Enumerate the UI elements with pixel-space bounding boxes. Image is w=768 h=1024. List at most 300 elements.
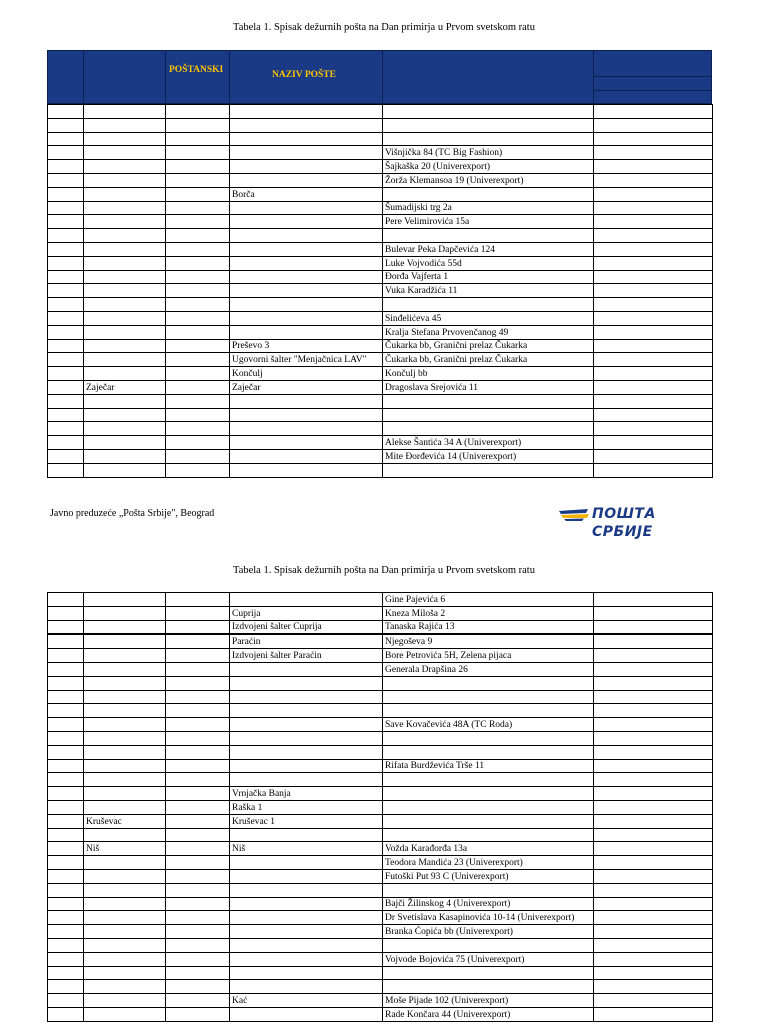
table-cell [166,690,230,704]
table-cell [84,731,166,745]
table-cell [48,187,84,201]
table-cell: Futoški Put 93 C (Univerexport) [383,869,594,883]
table-row [48,828,713,842]
table-cell [230,270,383,284]
table-row [48,463,713,477]
table-cell: Rade Končara 44 (Univerexport) [383,1007,594,1021]
table-cell: Save Kovačevića 48A (TC Roda) [383,718,594,732]
table-cell: Kać [230,994,383,1008]
table-row [48,731,713,745]
table-cell: Pere Velimirovića 15a [383,215,594,229]
table-row [48,856,713,870]
table-cell [230,593,383,607]
table-cell [166,160,230,174]
table-cell [48,980,84,994]
table-row [48,311,713,325]
table-cell [84,1007,166,1021]
table-cell [230,256,383,270]
table-cell [84,284,166,298]
table-cell [383,800,594,814]
table-row [48,229,713,243]
table-cell [48,339,84,353]
table-cell [594,408,713,422]
table-cell [230,132,383,146]
table-cell [383,704,594,718]
header-line [594,90,711,91]
table-cell: Đorđa Vajferta 1 [383,270,594,284]
table-cell [48,201,84,215]
table-cell [48,606,84,620]
table-row [48,146,713,160]
table-cell [166,105,230,119]
table-cell: Bajči Žilinskog 4 (Univerexport) [383,897,594,911]
table-cell [594,160,713,174]
table-cell [166,367,230,381]
table-cell [594,606,713,620]
table-cell [594,593,713,607]
table-cell [84,436,166,450]
table-cell [84,856,166,870]
table-row [48,883,713,897]
table-cell [383,731,594,745]
table-cell [230,856,383,870]
table-cell [230,105,383,119]
table-cell [230,883,383,897]
table-row [48,367,713,381]
table-cell [48,463,84,477]
table-cell: Branka Ćopića bb (Univerexport) [383,925,594,939]
table-cell [48,842,84,856]
table-cell [230,408,383,422]
table-row [48,620,713,634]
table-cell [594,856,713,870]
table-cell [594,745,713,759]
table-cell: Čukarka bb, Granični prelaz Čukarka [383,339,594,353]
table-cell [166,800,230,814]
table-row [48,676,713,690]
table-cell [166,187,230,201]
table-cell [166,311,230,325]
table-row [48,284,713,298]
table-cell [594,634,713,648]
table-cell: Vuka Karadžića 11 [383,284,594,298]
table-cell [84,394,166,408]
table-cell [166,662,230,676]
table-cell: Izdvojeni šalter Paraćin [230,649,383,663]
table-cell [383,938,594,952]
table-cell [594,828,713,842]
table-row [48,353,713,367]
table-cell [48,662,84,676]
table-cell [166,620,230,634]
table-cell [84,952,166,966]
table-cell [230,242,383,256]
table-header [47,50,712,104]
table-cell [166,897,230,911]
table-cell [166,649,230,663]
table-cell [166,353,230,367]
table-cell [84,911,166,925]
table-cell [230,311,383,325]
table-row [48,649,713,663]
table-cell [383,118,594,132]
table-row [48,394,713,408]
table-cell [48,911,84,925]
table-cell [230,229,383,243]
table-cell [166,201,230,215]
table-cell [166,773,230,787]
table-cell [84,298,166,312]
table-cell [594,994,713,1008]
posthorn-icon [558,505,592,523]
table-cell [383,298,594,312]
table-cell [594,367,713,381]
table-cell [166,422,230,436]
table-row [48,938,713,952]
table-row [48,215,713,229]
table-cell [594,311,713,325]
table-cell [166,718,230,732]
table-cell [166,938,230,952]
table-cell [84,229,166,243]
table-cell [230,201,383,215]
table-cell [383,463,594,477]
table-cell [48,380,84,394]
table-cell [166,325,230,339]
table-cell [594,842,713,856]
table-cell [594,814,713,828]
table-cell [594,339,713,353]
table-cell [166,745,230,759]
table-cell [84,242,166,256]
table-cell [230,718,383,732]
table-cell [383,422,594,436]
table-cell [383,966,594,980]
header-divider [165,51,166,103]
table-cell [48,449,84,463]
table-cell [84,270,166,284]
table-cell [594,146,713,160]
table-cell [48,800,84,814]
table-cell [48,745,84,759]
table-cell [594,187,713,201]
table-cell [230,952,383,966]
header-divider [83,51,84,103]
table-row [48,800,713,814]
table-cell [594,966,713,980]
table-cell [48,215,84,229]
table-cell [383,745,594,759]
table-cell: Vrnjačka Banja [230,787,383,801]
table-row [48,242,713,256]
table-cell [84,449,166,463]
table-cell [48,814,84,828]
table-cell [594,380,713,394]
table-cell [84,132,166,146]
table-cell [84,828,166,842]
table-cell [594,132,713,146]
table-cell [84,367,166,381]
table-cell [383,814,594,828]
table-cell [84,869,166,883]
table-cell [166,1007,230,1021]
table-cell [166,731,230,745]
table-cell [594,105,713,119]
table-cell [84,256,166,270]
table-cell [230,966,383,980]
table-cell [594,463,713,477]
table-cell [166,256,230,270]
table-row [48,105,713,119]
table-cell [594,353,713,367]
table-row [48,298,713,312]
table-cell [594,704,713,718]
table-cell [383,105,594,119]
table-row [48,160,713,174]
table-cell [84,980,166,994]
table-cell [230,828,383,842]
table-cell [48,311,84,325]
table-cell [48,938,84,952]
table-cell [230,436,383,450]
table-cell [84,620,166,634]
table-cell [230,173,383,187]
table-cell [84,759,166,773]
post-office-table-2 [47,592,713,1022]
table-cell [594,952,713,966]
table-cell [594,422,713,436]
table-cell [230,298,383,312]
table-cell [84,105,166,119]
table-cell [594,620,713,634]
table-row [48,980,713,994]
table-row [48,173,713,187]
table-cell: Zaječar [230,380,383,394]
table-cell [594,938,713,952]
table-cell [594,298,713,312]
table-cell: Luke Vojvodića 55d [383,256,594,270]
table-cell [166,606,230,620]
table-cell: Generala Drapšina 26 [383,662,594,676]
table-cell [84,938,166,952]
table-cell: Raška 1 [230,800,383,814]
table-cell [48,436,84,450]
table-cell [166,869,230,883]
table-cell [166,952,230,966]
table-cell [594,1007,713,1021]
table-cell [84,662,166,676]
table-cell [84,339,166,353]
table-row [48,814,713,828]
table-row [48,201,713,215]
table-cell [166,842,230,856]
table-row [48,380,713,394]
table-cell [166,339,230,353]
table-cell [166,132,230,146]
table-cell: Mite Đorđevića 14 (Univerexport) [383,449,594,463]
table-cell [48,634,84,648]
table-cell [230,690,383,704]
table-cell [48,256,84,270]
table-cell [594,449,713,463]
table-row [48,897,713,911]
table-row [48,449,713,463]
table-cell: Borča [230,187,383,201]
table-cell: Sinđelićeva 45 [383,311,594,325]
table-cell [84,353,166,367]
table-cell [230,869,383,883]
table-cell: Moše Pijade 102 (Univerexport) [383,994,594,1008]
table-cell: Šajkaška 20 (Univerexport) [383,160,594,174]
table-cell [166,298,230,312]
table-cell [48,146,84,160]
table-row [48,422,713,436]
table-cell [48,883,84,897]
table-cell [166,828,230,842]
table-cell [48,966,84,980]
table-cell [594,215,713,229]
table-cell [48,325,84,339]
table-cell [166,436,230,450]
table-cell [594,242,713,256]
table-cell: Višnjička 84 (TC Big Fashion) [383,146,594,160]
table-cell: Cuprija [230,606,383,620]
table-cell [594,229,713,243]
table-cell [84,704,166,718]
table-cell [166,911,230,925]
table-cell [48,132,84,146]
table-cell [84,649,166,663]
table-cell [48,773,84,787]
table-cell: Bulevar Peka Dapčevića 124 [383,242,594,256]
table-cell [48,649,84,663]
table-cell [383,883,594,897]
table-cell [48,952,84,966]
table-cell [230,394,383,408]
header-divider [229,51,230,103]
table-cell: Kneza Miloša 2 [383,606,594,620]
table-cell [48,787,84,801]
table-cell [594,980,713,994]
table-cell [230,911,383,925]
table-cell: Končulj bb [383,367,594,381]
table-row [48,911,713,925]
table-cell [166,215,230,229]
table-row [48,773,713,787]
table-cell [84,160,166,174]
table-cell [383,187,594,201]
table-cell [166,994,230,1008]
table-row [48,925,713,939]
table-cell [166,966,230,980]
table-cell [84,201,166,215]
table-row [48,952,713,966]
table-cell: Žorža Klemansoa 19 (Univerexport) [383,173,594,187]
table-cell: Zaječar [84,380,166,394]
table-row [48,759,713,773]
table-cell: Vojvode Bojovića 75 (Univerexport) [383,952,594,966]
table-cell: Šumadijski trg 2a [383,201,594,215]
table-cell [48,925,84,939]
table-cell [594,662,713,676]
table-cell: Tanaska Rajića 13 [383,620,594,634]
table-cell [48,229,84,243]
table-row [48,256,713,270]
header-line [594,76,711,77]
table-cell [166,229,230,243]
table-cell [230,897,383,911]
table-cell [383,394,594,408]
table-cell [230,146,383,160]
table-cell [594,773,713,787]
table-cell [594,759,713,773]
table-cell [48,994,84,1008]
table-row [48,994,713,1008]
table-cell [166,449,230,463]
table-cell: Niš [230,842,383,856]
table-row [48,325,713,339]
table-cell [230,160,383,174]
table-cell [230,284,383,298]
table-cell [166,118,230,132]
table-cell [166,676,230,690]
table-cell [594,911,713,925]
table-cell: Izdvojeni šalter Cuprija [230,620,383,634]
table-cell [48,856,84,870]
table-cell [48,173,84,187]
table-cell [166,380,230,394]
table-cell: Kralja Stefana Prvovenčanog 49 [383,325,594,339]
table-cell [166,856,230,870]
table-cell [230,731,383,745]
table-cell [48,270,84,284]
table-cell [383,980,594,994]
table-cell [230,704,383,718]
table-cell [594,731,713,745]
table-cell [48,676,84,690]
table-cell [48,759,84,773]
table-cell [84,311,166,325]
table-cell [84,422,166,436]
table-row [48,842,713,856]
table-cell [594,787,713,801]
table-cell [48,353,84,367]
table-row [48,132,713,146]
table-row [48,1007,713,1021]
table-cell [166,814,230,828]
table-cell [84,897,166,911]
table-cell [166,759,230,773]
table-cell [48,869,84,883]
table-row [48,118,713,132]
table-cell [166,146,230,160]
header-postanski: POŠTANSKI [169,65,224,75]
table-cell [383,690,594,704]
table-cell: Čukarka bb, Granični prelaz Čukarka [383,353,594,367]
table-cell [166,394,230,408]
table-cell [84,676,166,690]
table-cell [594,649,713,663]
table-cell: Kruševac 1 [230,814,383,828]
table-cell [84,773,166,787]
table-cell [594,869,713,883]
table-row [48,436,713,450]
table-row [48,690,713,704]
table-cell [230,759,383,773]
table-cell [594,800,713,814]
table-cell [230,1007,383,1021]
table-cell [84,173,166,187]
